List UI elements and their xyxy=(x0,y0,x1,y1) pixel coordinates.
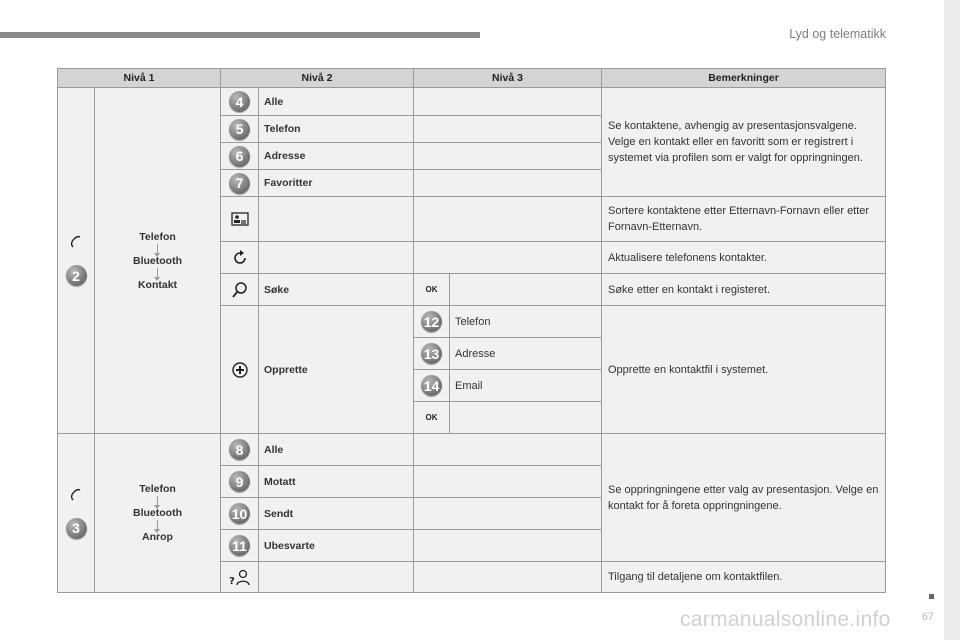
col-header-level2: Nivå 2 xyxy=(221,69,414,88)
icon-cell xyxy=(221,306,259,434)
remark-cell: Søke etter en kontakt i registeret. xyxy=(602,274,886,306)
path-item: Kontakt xyxy=(137,278,178,291)
contact-details-icon[interactable] xyxy=(229,568,251,586)
level3-item[interactable]: Adresse xyxy=(450,338,602,370)
ok-button[interactable]: OK xyxy=(414,274,450,306)
empty-cell xyxy=(259,562,414,593)
empty-cell xyxy=(450,274,602,306)
icon-cell xyxy=(221,197,259,242)
empty-cell xyxy=(414,197,602,242)
level1-contacts-cell xyxy=(58,88,95,434)
badge-cell xyxy=(414,338,450,370)
ok-button[interactable]: OK xyxy=(414,402,450,434)
phone-handset-icon xyxy=(70,488,82,502)
empty-cell xyxy=(414,530,602,562)
step-badge: 8 xyxy=(229,439,250,460)
add-contact-icon[interactable] xyxy=(231,361,249,379)
end-marker xyxy=(929,594,934,599)
level2-item[interactable]: Adresse xyxy=(259,143,414,170)
step-badge: 9 xyxy=(229,471,250,492)
empty-cell xyxy=(259,197,414,242)
down-arrow-icon xyxy=(157,268,158,278)
step-badge: 5 xyxy=(229,119,250,140)
phone-handset-icon xyxy=(70,235,82,249)
table-row xyxy=(58,88,886,116)
search-icon[interactable] xyxy=(231,281,249,299)
level3-item[interactable]: Telefon xyxy=(450,306,602,338)
down-arrow-icon xyxy=(157,520,158,530)
level2-item[interactable]: Motatt xyxy=(259,466,414,498)
empty-cell xyxy=(414,242,602,274)
watermark: carmanualsonline.info xyxy=(680,608,891,631)
down-arrow-icon xyxy=(157,244,158,254)
badge-cell xyxy=(221,116,259,143)
step-badge: 10 xyxy=(229,503,250,524)
icon-cell xyxy=(221,274,259,306)
refresh-icon[interactable] xyxy=(231,249,249,267)
level2-item[interactable]: Alle xyxy=(259,88,414,116)
level1-calls-path xyxy=(95,434,221,593)
empty-cell xyxy=(414,434,602,466)
level2-item[interactable]: Alle xyxy=(259,434,414,466)
level2-item[interactable]: Favoritter xyxy=(259,170,414,197)
empty-cell xyxy=(414,562,602,593)
badge-cell xyxy=(221,530,259,562)
step-badge: 6 xyxy=(229,146,250,167)
step-badge: 2 xyxy=(66,265,87,286)
page-header-title: Lyd og telematikk xyxy=(789,27,886,41)
path-item: Telefon xyxy=(139,230,176,243)
col-header-remarks: Bemerkninger xyxy=(602,69,886,88)
badge-cell xyxy=(414,306,450,338)
level1-calls-cell xyxy=(58,434,95,593)
badge-cell xyxy=(221,466,259,498)
path-item: Bluetooth xyxy=(133,254,182,267)
badge-cell xyxy=(414,370,450,402)
step-badge: 11 xyxy=(229,535,250,556)
empty-cell xyxy=(414,466,602,498)
page-edge-strip xyxy=(944,0,960,640)
empty-cell xyxy=(259,242,414,274)
empty-cell xyxy=(414,170,602,197)
table-row xyxy=(58,434,886,466)
sort-contacts-icon[interactable] xyxy=(231,212,249,226)
badge-cell xyxy=(221,88,259,116)
badge-cell xyxy=(221,498,259,530)
col-header-level1: Nivå 1 xyxy=(58,69,221,88)
empty-cell xyxy=(414,88,602,116)
remark-cell: Opprette en kontaktfil i systemet. xyxy=(602,306,886,434)
icon-cell xyxy=(221,242,259,274)
empty-cell xyxy=(414,116,602,143)
badge-cell xyxy=(221,143,259,170)
path-item: Telefon xyxy=(139,483,176,495)
empty-cell xyxy=(414,498,602,530)
header-rule xyxy=(0,32,480,38)
badge-cell xyxy=(221,170,259,197)
svg-text:?: ? xyxy=(228,576,235,586)
down-arrow-icon xyxy=(157,496,158,506)
remark-cell: Sortere kontaktene etter Etternavn-Fornavn eller etter Fornavn-Etternavn. xyxy=(602,197,886,242)
table-header-row xyxy=(58,69,886,88)
col-header-level3: Nivå 3 xyxy=(414,69,602,88)
path-item: Bluetooth xyxy=(133,507,182,519)
step-badge: 7 xyxy=(229,173,250,194)
step-badge: 4 xyxy=(229,91,250,112)
path-item: Anrop xyxy=(142,531,173,543)
icon-cell xyxy=(221,562,259,593)
level2-item[interactable]: Ubesvarte xyxy=(259,530,414,562)
page-number: 67 xyxy=(921,611,934,623)
remark-cell: Tilgang til detaljene om kontaktfilen. xyxy=(602,562,886,593)
remark-cell: Se oppringningene etter valg av presentasjon. Velge en kontakt for å foreta oppringningene. xyxy=(602,434,886,562)
step-badge: 12 xyxy=(421,311,442,332)
level2-item[interactable]: Opprette xyxy=(259,306,414,434)
step-badge: 14 xyxy=(421,375,442,396)
level2-item[interactable]: Sendt xyxy=(259,498,414,530)
level3-item[interactable]: Email xyxy=(450,370,602,402)
empty-cell xyxy=(414,143,602,170)
level1-contacts-path xyxy=(95,88,221,434)
level2-item[interactable]: Søke xyxy=(259,274,414,306)
level2-item[interactable]: Telefon xyxy=(259,116,414,143)
remark-cell: Aktualisere telefonens kontakter. xyxy=(602,242,886,274)
remark-cell: Se kontaktene, avhengig av presentasjonsvalgene. Velge en kontakt eller en favoritt som er registrert i systemet via profilen som er valgt for oppringningen. xyxy=(602,88,886,197)
badge-cell xyxy=(221,434,259,466)
menu-table xyxy=(57,68,886,593)
step-badge: 13 xyxy=(421,343,442,364)
empty-cell xyxy=(450,402,602,434)
step-badge: 3 xyxy=(66,518,87,539)
